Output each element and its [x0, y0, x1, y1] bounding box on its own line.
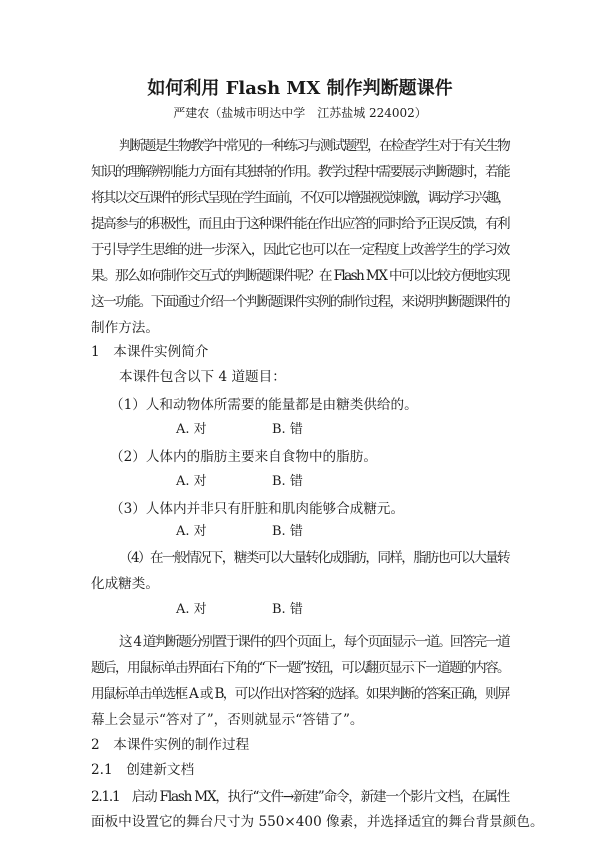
- option-a: A. 对: [176, 524, 207, 539]
- intro-line: 提高参与的积极性，而且由于这种课件能在作出应答的同时给予正误反馈，有利: [91, 216, 509, 232]
- intro-line: 将其以交互课件的形式呈现在学生面前，不仅可以增强视觉刺激，调动学习兴趣，: [91, 190, 509, 206]
- option-a: A. 对: [176, 602, 207, 617]
- desc-line: 题后，用鼠标单击界面右下角的“下一题”按钮，可以翻页显示下一道题的内容。: [91, 660, 509, 676]
- option-a: A. 对: [176, 474, 207, 489]
- question-3: （3）人体内并非只有肝脏和肌肉能够合成糖元。: [110, 501, 405, 517]
- desc-line: 这 4 道判断题分别置于课件的四个页面上，每个页面显示一道。回答完一道: [119, 634, 509, 650]
- author-line: 严建农（盐城市明达中学 江苏盐城 224002）: [173, 106, 427, 120]
- question-4-cont: 化成糖类。: [91, 576, 159, 592]
- question-4: （4）在一般情况下，糖类可以大量转化成脂肪，同样，脂肪也可以大量转: [119, 550, 509, 566]
- question-2: （2）人体内的脂肪主要来自食物中的脂肪。: [110, 449, 377, 465]
- desc-line: 幕上会显示“答对了”，否则就显示“答错了”。: [91, 712, 364, 728]
- intro-line: 这一功能。下面通过介绍一个判断题课件实例的制作过程，来说明判断题课件的: [91, 294, 509, 310]
- option-b: B. 错: [272, 524, 303, 539]
- desc-line: 用鼠标单击单选框 A 或 B，可以作出对答案的选择。如果判断的答案正确，则屏: [91, 686, 509, 702]
- section-heading-2: 2 本课件实例的制作过程: [91, 737, 250, 753]
- intro-line: 于引导学生思维的进一步深入，因此它也可以在一定程度上改善学生的学习效: [91, 242, 509, 258]
- article-title: 如何利用 Flash MX 制作判断题课件: [147, 78, 453, 99]
- option-a: A. 对: [176, 422, 207, 437]
- intro-line: 知识的理解辨别能力方面有其独特的作用。教学过程中需要展示判断题时，若能: [91, 164, 509, 180]
- section-heading-1: 1 本课件实例简介: [91, 344, 209, 360]
- option-b: B. 错: [272, 474, 303, 489]
- step-2-1-1-cont: 面板中设置它的舞台尺寸为 550×400 像素，并选择适宜的舞台背景颜色。: [91, 814, 544, 830]
- intro-line: 制作方法。: [91, 320, 159, 336]
- question-1: （1）人和动物体所需要的能量都是由糖类供给的。: [110, 397, 418, 413]
- intro-line: 判断题是生物教学中常见的一种练习与测试题型，在检查学生对于有关生物: [119, 138, 509, 154]
- section1-intro: 本课件包含以下 4 道题目：: [119, 369, 286, 385]
- option-b: B. 错: [272, 602, 303, 617]
- option-b: B. 错: [272, 422, 303, 437]
- section-heading-2-1: 2.1 创建新文档: [91, 762, 195, 778]
- intro-line: 果。那么如何制作交互式的判断题课件呢？在 Flash MX 中可以比较方便地实现: [91, 268, 509, 284]
- step-2-1-1: 2.1.1 启动 Flash MX，执行“文件→新建”命令，新建一个影片文档，在属性: [91, 789, 509, 805]
